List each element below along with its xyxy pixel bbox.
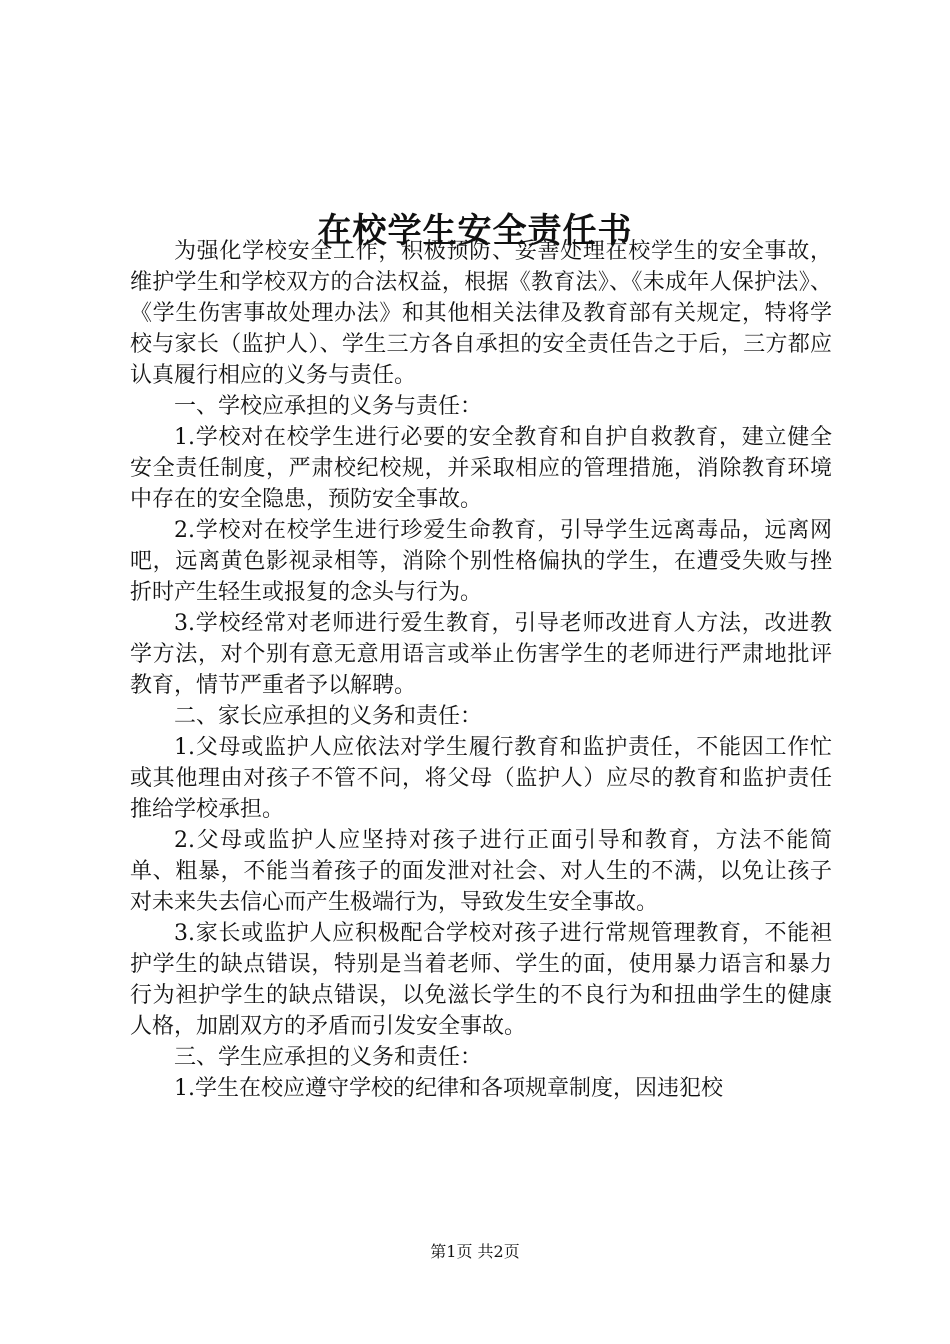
parent-duty-2: 2.父母或监护人应坚持对孩子进行正面引导和教育，方法不能简单、粗暴，不能当着孩子的面发泄对社会、对人生的不满，以免让孩子对未来失去信心而产生极端行为，导致发生安全事故。 bbox=[130, 828, 832, 915]
parent-duty-3: 3.家长或监护人应积极配合学校对孩子进行常规管理教育，不能袒护学生的缺点错误，特别是当着老师、学生的面，使用暴力语言和暴力行为袒护学生的缺点错误，以免滋长学生的不良行为和扭曲学生的健康人格，加剧双方的矛盾而引发安全事故。 bbox=[130, 921, 832, 1039]
parent-duty-1: 1.父母或监护人应依法对学生履行教育和监护责任，不能因工作忙或其他理由对孩子不管不问，将父母（监护人）应尽的教育和监护责任推给学校承担。 bbox=[130, 735, 832, 822]
school-duty-2: 2.学校对在校学生进行珍爱生命教育，引导学生远离毒品，远离网吧，远离黄色影视录相等，消除个别性格偏执的学生，在遭受失败与挫折时产生轻生或报复的念头与行为。 bbox=[130, 518, 832, 605]
document-title: 在校学生安全责任书 bbox=[317, 210, 633, 251]
school-duty-1: 1.学校对在校学生进行必要的安全教育和自护自救教育，建立健全安全责任制度，严肃校纪校规，并采取相应的管理措施，消除教育环境中存在的安全隐患，预防安全事故。 bbox=[130, 425, 832, 512]
intro-paragraph: 为强化学校安全工作，积极预防、妥善处理在校学生的安全事故，维护学生和学校双方的合法权益，根据《教育法》、《未成年人保护法》、《学生伤害事故处理办法》和其他相关法律及教育部有关规定，特将学校与家长（监护人）、学生三方各自承担的安全责任告之于后，三方都应认真履行相应的义务与责任。 bbox=[130, 239, 832, 388]
school-duty-3: 3.学校经常对老师进行爱生教育，引导老师改进育人方法，改进教学方法，对个别有意无意用语言或举止伤害学生的老师进行严肃地批评教育，情节严重者予以解聘。 bbox=[130, 611, 832, 698]
section-heading-students: 三、学生应承担的义务和责任： bbox=[174, 1045, 483, 1070]
document-body bbox=[130, 236, 832, 1104]
page-number-footer: 第1页 共2页 bbox=[430, 1242, 520, 1261]
section-heading-parents: 二、家长应承担的义务和责任： bbox=[174, 704, 483, 729]
section-heading-school: 一、学校应承担的义务与责任： bbox=[174, 394, 483, 419]
student-duty-1: 1.学生在校应遵守学校的纪律和各项规章制度，因违犯校 bbox=[174, 1076, 723, 1101]
